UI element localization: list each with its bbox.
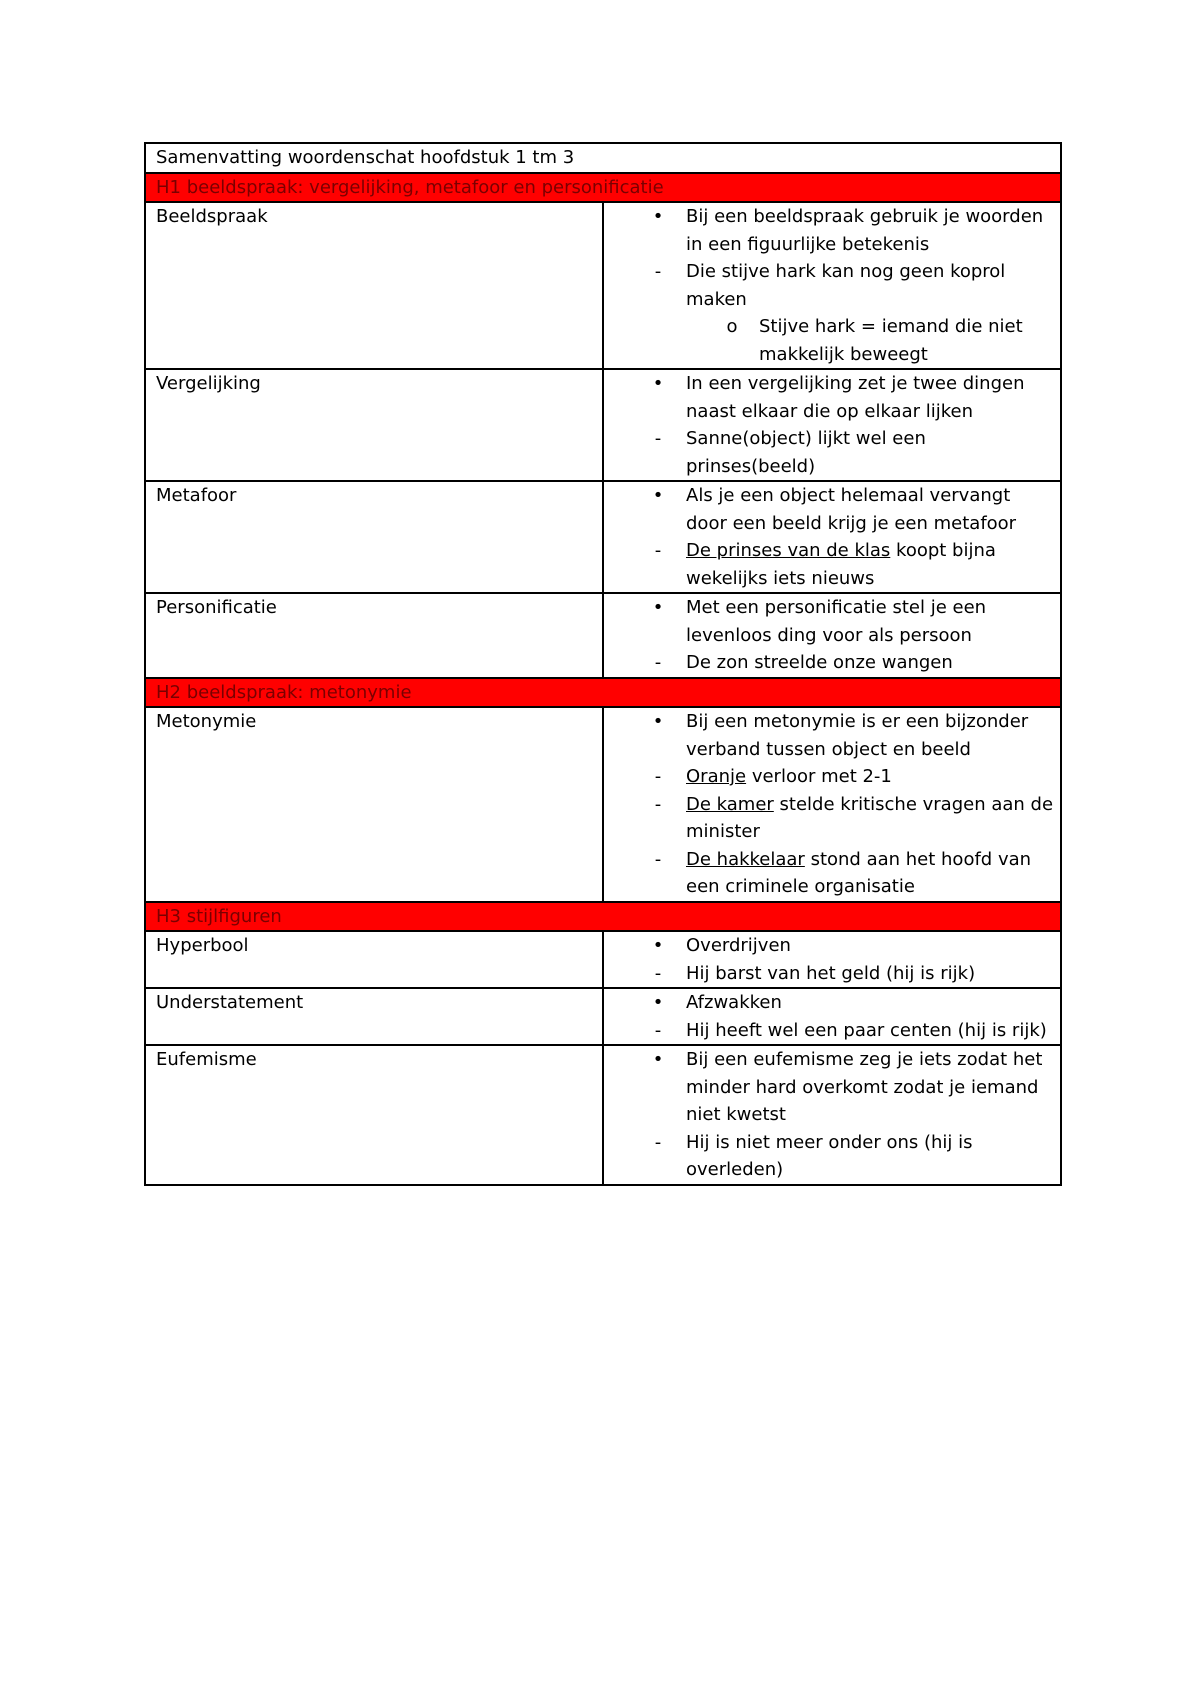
term-cell: Understatement xyxy=(145,988,603,1045)
definition-cell xyxy=(603,593,1061,678)
summary-table-body xyxy=(145,143,1061,1185)
definition-cell xyxy=(603,481,1061,593)
dash-list-item xyxy=(604,960,1054,988)
bullet-marker: • xyxy=(652,206,664,227)
dash-list-item xyxy=(604,846,1054,901)
bullet-marker: • xyxy=(652,485,664,506)
dash-marker: - xyxy=(654,766,662,787)
dash-marker: - xyxy=(654,652,662,673)
dash-list-item xyxy=(604,1129,1054,1184)
item-text: stelde kritische vragen aan de minister xyxy=(686,793,1054,842)
item-text: Bij een metonymie is er een bijzonder verband tussen object en beeld xyxy=(686,711,1029,760)
dash-list-item xyxy=(604,258,1054,313)
item-text: In een vergelijking zet je twee dingen naast elkaar die op elkaar lijken xyxy=(686,373,1025,422)
item-text: Hij is niet meer onder ons (hij is overleden) xyxy=(686,1131,973,1180)
section-title: H3 stijlfiguren xyxy=(145,902,1061,932)
term-cell: Personificatie xyxy=(145,593,603,678)
term-cell: Metafoor xyxy=(145,481,603,593)
item-text: Overdrijven xyxy=(686,935,791,956)
term-cell: Vergelijking xyxy=(145,369,603,481)
header-row xyxy=(145,143,1061,173)
term-row xyxy=(145,593,1061,678)
dash-marker: - xyxy=(654,428,662,449)
section-title: H1 beeldspraak: vergelijking, metafoor en personificatie xyxy=(145,173,1061,203)
section-title: H2 beeldspraak: metonymie xyxy=(145,678,1061,708)
item-text: Bij een beeldspraak gebruik je woorden in een figuurlijke betekenis xyxy=(686,206,1044,255)
section-header-row xyxy=(145,902,1061,932)
item-text: Met een personificatie stel je een levenloos ding voor als persoon xyxy=(686,597,987,646)
item-text: Als je een object helemaal vervangt door een beeld krijg je een metafoor xyxy=(686,485,1017,534)
underlined-text: Oranje xyxy=(686,766,747,787)
dash-list-item xyxy=(604,1017,1054,1045)
bullet-marker: • xyxy=(652,992,664,1013)
item-text: koopt bijna wekelijks iets nieuws xyxy=(686,540,996,589)
dash-marker: - xyxy=(654,848,662,870)
item-text: Die stijve hark kan nog geen koprol maken xyxy=(686,261,1006,310)
bullet-list-item xyxy=(604,932,1054,960)
item-text: Afzwakken xyxy=(686,992,782,1013)
dash-list-item xyxy=(604,791,1054,846)
dash-marker: - xyxy=(654,1019,662,1041)
bullet-list-item xyxy=(604,370,1054,425)
sub-marker: o xyxy=(726,316,738,337)
bullet-list-item xyxy=(604,1046,1054,1129)
bullet-marker: • xyxy=(652,935,664,956)
bullet-list-item xyxy=(604,708,1054,763)
definition-cell xyxy=(603,931,1061,988)
item-text: De zon streelde onze wangen xyxy=(686,652,953,673)
definition-cell xyxy=(603,707,1061,902)
item-text: verloor met 2-1 xyxy=(746,766,892,787)
item-text: Bij een eufemisme zeg je iets zodat het minder hard overkomt zodat je iemand niet kwetst xyxy=(686,1049,1043,1125)
bullet-marker: • xyxy=(652,1049,664,1070)
bullet-list-item xyxy=(604,594,1054,649)
definition-cell xyxy=(603,369,1061,481)
bullet-marker: • xyxy=(652,597,664,618)
dash-list-item xyxy=(604,425,1054,480)
dash-marker: - xyxy=(654,793,662,815)
underlined-text: De prinses van de klas xyxy=(686,540,891,561)
document-title: Samenvatting woordenschat hoofdstuk 1 tm 3 xyxy=(145,143,1061,173)
item-text: Hij heeft wel een paar centen (hij is rijk) xyxy=(686,1019,1047,1041)
section-header-row xyxy=(145,678,1061,708)
term-row xyxy=(145,202,1061,369)
definition-cell xyxy=(603,1045,1061,1185)
dash-marker: - xyxy=(654,1131,662,1153)
item-text: Sanne(object) lijkt wel een prinses(beeld) xyxy=(686,428,926,477)
bullet-list-item xyxy=(604,203,1054,258)
term-row xyxy=(145,369,1061,481)
term-row xyxy=(145,707,1061,902)
term-cell: Hyperbool xyxy=(145,931,603,988)
section-header-row xyxy=(145,173,1061,203)
underlined-text: De kamer xyxy=(686,793,774,815)
definition-cell xyxy=(603,202,1061,369)
item-text: Hij barst van het geld (hij is rijk) xyxy=(686,962,976,984)
underlined-text: De hakkelaar xyxy=(686,848,805,870)
term-row xyxy=(145,481,1061,593)
bullet-list-item xyxy=(604,989,1054,1017)
item-text: stond aan het hoofd van een criminele organisatie xyxy=(686,848,1032,897)
bullet-list-item xyxy=(604,482,1054,537)
bullet-marker: • xyxy=(652,373,664,394)
dash-list-item xyxy=(604,649,1054,677)
term-row xyxy=(145,931,1061,988)
term-cell: Beeldspraak xyxy=(145,202,603,369)
definition-cell xyxy=(603,988,1061,1045)
summary-table xyxy=(144,142,1062,1186)
term-row xyxy=(145,988,1061,1045)
dash-marker: - xyxy=(654,962,662,984)
sub-list-item xyxy=(604,313,1054,368)
dash-marker: - xyxy=(654,261,662,282)
dash-list-item xyxy=(604,537,1054,592)
dash-marker: - xyxy=(654,540,662,561)
term-row xyxy=(145,1045,1061,1185)
dash-list-item xyxy=(604,763,1054,791)
item-text: Stijve hark = iemand die niet makkelijk beweegt xyxy=(759,316,1023,365)
bullet-marker: • xyxy=(652,711,664,732)
term-cell: Metonymie xyxy=(145,707,603,902)
term-cell: Eufemisme xyxy=(145,1045,603,1185)
